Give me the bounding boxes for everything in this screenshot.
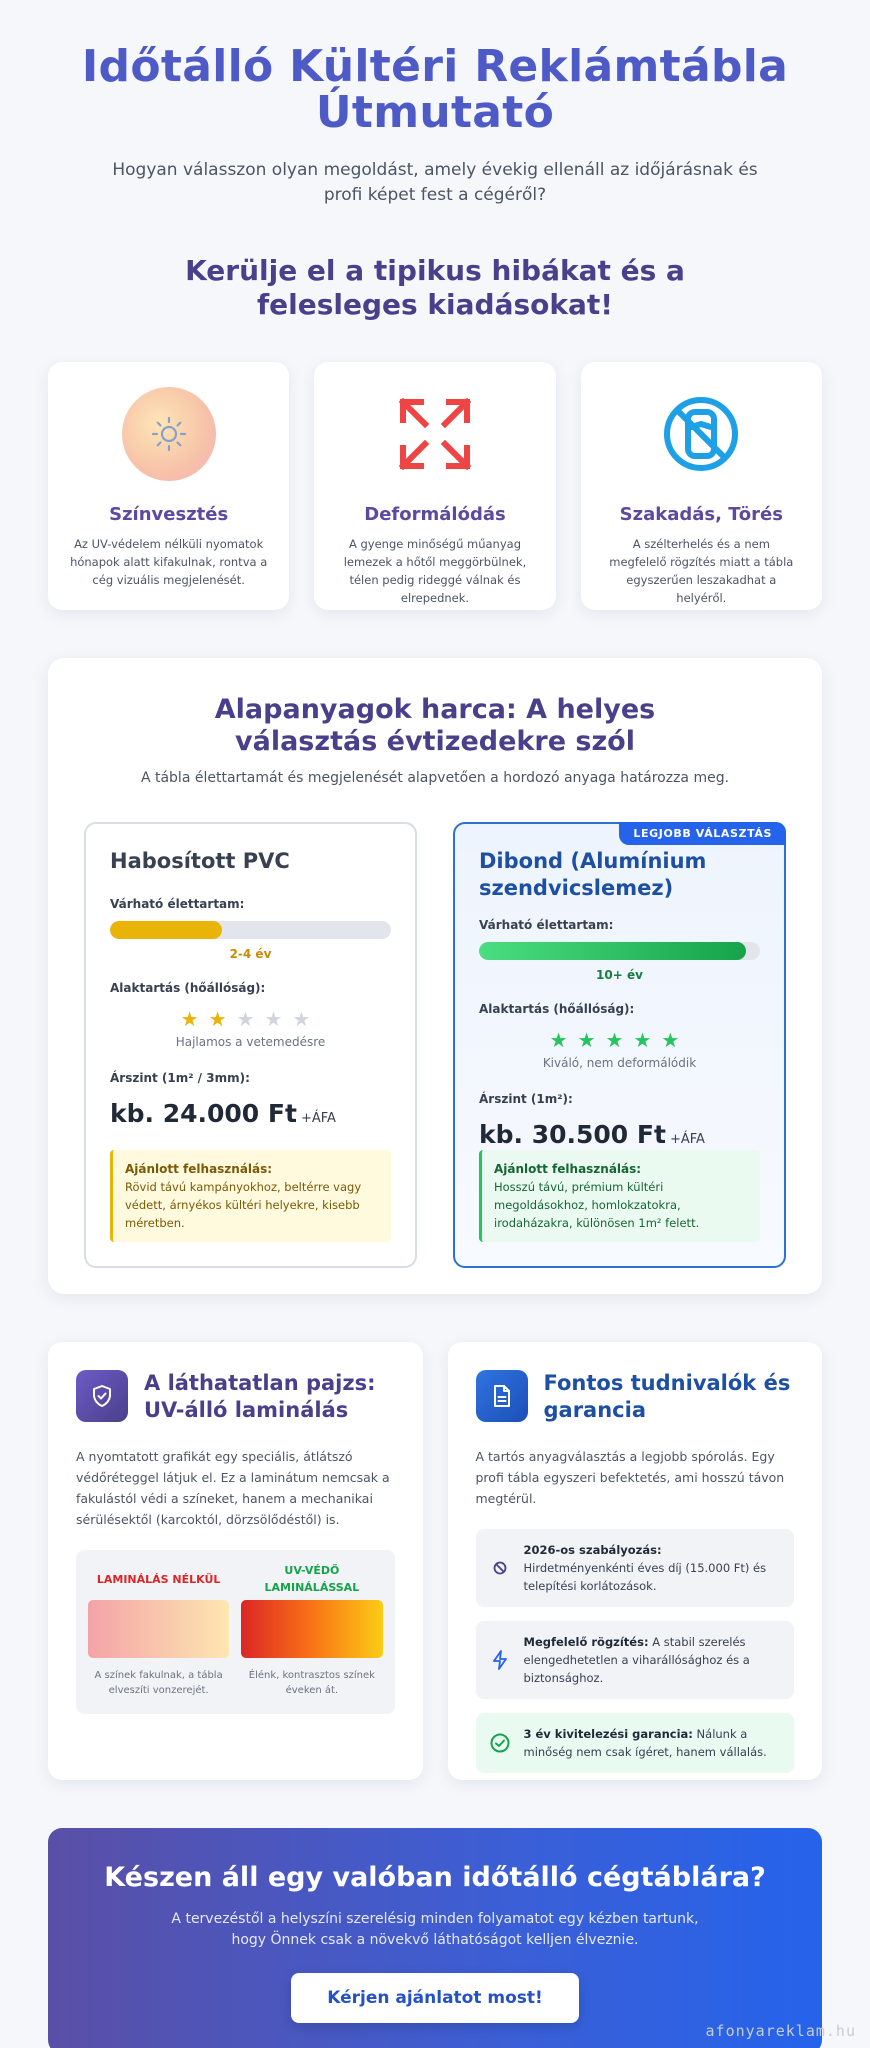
lifetime-bar <box>479 942 760 960</box>
info-title: Fontos tudnivalók és garancia <box>543 1371 791 1422</box>
price-label: Árszint (1m²): <box>479 1092 573 1106</box>
star-empty-icon: ★ <box>292 1007 321 1031</box>
broken-sign-icon <box>661 394 741 474</box>
page-title: Időtálló Kültéri Reklámtábla Útmutató <box>81 41 789 138</box>
usage-box <box>479 1150 760 1242</box>
lifetime-value: 2-4 év <box>229 947 272 961</box>
without-note: A színek fakulnak, a tábla elveszíti vonzerejét. <box>94 1670 223 1696</box>
without-label: LAMINÁLÁS NÉLKÜL <box>96 1572 221 1586</box>
with-label: UV-VÉDŐ LAMINÁLÁSSAL <box>264 1564 360 1594</box>
lifetime-label: Várható élettartam: <box>110 897 245 911</box>
vat-label: +ÁFA <box>669 1132 705 1147</box>
star-empty-icon: ★ <box>236 1007 265 1031</box>
lifetime-bar <box>110 921 391 939</box>
price-label: Árszint (1m² / 3mm): <box>110 1071 250 1085</box>
check-circle-icon <box>490 1733 510 1753</box>
usage-text: Hosszú távú, prémium kültéri megoldásokhoz, homlokzatokra, irodaházakra, különösen 1m² felett. <box>494 1180 700 1230</box>
usage-text: Rövid távú kampányokhoz, beltérre vagy védett, árnyékos kültéri helyekre, kisebb méretben. <box>125 1180 362 1230</box>
lamination-text: A nyomtatott grafikát egy speciális, átlátszó védőréteggel látjuk el. Ez a laminátum nemcsak a fakulástól védi a színeket, hanem a mechanikai sérülésektől (karcoktól, dörzsölődéstől) is. <box>76 1449 390 1527</box>
document-icon <box>476 1370 528 1422</box>
note-regulation: 2026-os szabályozás: Hirdetményenkénti éves díj (15.000 Ft) és telepítési korlátozások. <box>476 1529 795 1607</box>
material-card-pvc <box>84 822 417 1268</box>
problem-text: Az UV-védelem nélküli nyomatok hónapok alatt kifakulnak, rontva a cég vizuális megjelenését. <box>70 537 268 587</box>
star-filled-icon: ★ <box>549 1028 578 1052</box>
star-filled-icon: ★ <box>633 1028 662 1052</box>
problem-cards <box>48 362 822 610</box>
cta-text: A tervezéstől a helyszíni szerelésig minden folyamatot egy kézben tartunk, hogy Önnek csak a növekvő láthatóságot kelljen élveznie. <box>171 1911 699 1948</box>
rating-stars <box>479 1028 760 1052</box>
shield-check-icon <box>76 1370 128 1422</box>
lightning-icon <box>490 1650 510 1670</box>
star-filled-icon: ★ <box>661 1028 690 1052</box>
usage-title: Ajánlott felhasználás: <box>125 1162 273 1176</box>
expand-arrows-icon <box>397 396 473 472</box>
star-filled-icon: ★ <box>605 1028 634 1052</box>
material-name: Habosított PVC <box>110 849 290 873</box>
cta-title: Készen áll egy valóban időtálló cégtáblára? <box>104 1862 766 1893</box>
ban-icon <box>490 1561 510 1575</box>
star-empty-icon: ★ <box>264 1007 293 1031</box>
materials-subtitle: A tábla élettartamát és megjelenését alapvetően a hordozó anyaga határozza meg. <box>140 770 730 786</box>
heat-label: Alaktartás (hőállóság): <box>110 981 266 995</box>
lamination-title: A láthatatlan pajzs: UV-álló laminálás <box>144 1371 376 1422</box>
watermark: afonyareklam.hu <box>705 2022 856 2040</box>
rating-stars <box>110 1007 391 1031</box>
usage-box <box>110 1150 391 1242</box>
material-card-dibond <box>453 822 786 1268</box>
problem-card-fading <box>48 362 289 610</box>
problem-text: A szélterhelés és a nem megfelelő rögzítés miatt a tábla egyszerűen leszakadhat a helyéről. <box>609 537 794 605</box>
vat-label: +ÁFA <box>300 1111 336 1126</box>
best-choice-badge: LEGJOBB VÁLASZTÁS <box>619 822 786 845</box>
problem-text: A gyenge minőségű műanyag lemezek a hőtől meggörbülnek, télen pedig rideggé válnak és elrepednek. <box>343 537 527 605</box>
faded-swatch <box>88 1600 229 1658</box>
lamination-card <box>48 1342 423 1780</box>
without-lamination <box>88 1562 229 1698</box>
problem-card-breakage <box>581 362 822 610</box>
material-name: Dibond (Alumínium szendvicslemez) <box>479 849 707 900</box>
star-filled-icon: ★ <box>180 1007 209 1031</box>
request-quote-button[interactable]: Kérjen ajánlatot most! <box>291 1973 579 2023</box>
note-warranty: 3 év kivitelezési garancia: Nálunk a minőség nem csak ígéret, hanem vállalás. <box>476 1713 795 1773</box>
materials-title: Alapanyagok harca: A helyes választás évtizedekre szól <box>214 694 656 757</box>
sun-icon <box>122 387 216 481</box>
lifetime-value: 10+ év <box>596 968 643 982</box>
cta-banner <box>48 1828 822 2048</box>
problem-title: Deformálódás <box>364 504 506 525</box>
info-text: A tartós anyagválasztás a legjobb spórolás. Egy profi tábla egyszeri befektetés, ami hosszú távon megtérül. <box>475 1449 785 1506</box>
materials-panel <box>48 658 822 1294</box>
rating-note: Kiváló, nem deformálódik <box>542 1056 697 1070</box>
lamination-comparison <box>76 1550 395 1714</box>
rating-note: Hajlamos a vetemedésre <box>175 1035 326 1049</box>
note-mounting: Megfelelő rögzítés: A stabil szerelés elengedhetetlen a viharállósághoz és a biztonsághoz. <box>476 1621 795 1699</box>
page-subtitle: Hogyan válasszon olyan megoldást, amely évekig ellenáll az időjárásnak és profi képet fest a cégéről? <box>112 160 758 205</box>
with-note: Élénk, kontrasztos színek éveken át. <box>248 1670 375 1696</box>
heat-label: Alaktartás (hőállóság): <box>479 1002 635 1016</box>
info-card <box>448 1342 823 1780</box>
price: kb. 30.500 Ft +ÁFA <box>479 1120 705 1149</box>
problem-title: Szakadás, Törés <box>619 504 783 525</box>
vivid-swatch <box>241 1600 382 1658</box>
problem-title: Színvesztés <box>109 504 229 525</box>
price: kb. 24.000 Ft +ÁFA <box>110 1099 336 1128</box>
star-filled-icon: ★ <box>208 1007 237 1031</box>
hero <box>48 0 822 208</box>
with-lamination <box>241 1562 382 1698</box>
lifetime-label: Várható élettartam: <box>479 918 614 932</box>
problems-title: Kerülje el a tipikus hibákat és a felesleges kiadásokat! <box>185 254 685 321</box>
problem-card-deformation <box>314 362 555 610</box>
star-filled-icon: ★ <box>577 1028 606 1052</box>
usage-title: Ajánlott felhasználás: <box>494 1162 642 1176</box>
